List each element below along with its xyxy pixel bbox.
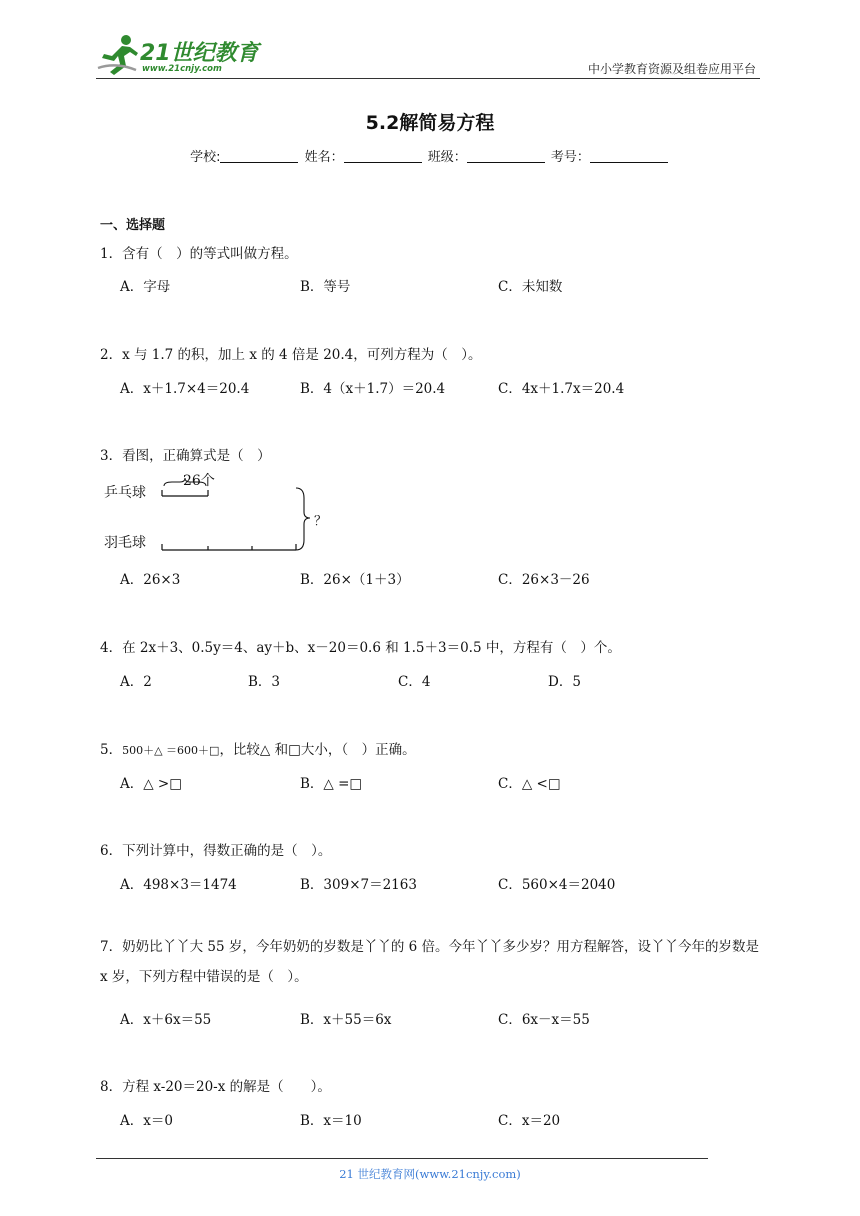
question-3-option-a[interactable]: A．26×3: [120, 572, 181, 588]
question-5-number: 5．: [100, 742, 123, 758]
question-7-stem: 7．奶奶比丫丫大 55 岁，今年奶奶的岁数是丫丫的 6 倍。今年丫丫多少岁？用方程解答，设丫丫今年的岁数是 x 岁，下列方程中错误的是（ ）。: [100, 939, 760, 985]
question-7-option-c[interactable]: C．6x－x＝55: [498, 1012, 590, 1028]
name-label: 姓名：: [304, 150, 344, 165]
question-2-option-a[interactable]: A．x＋1.7×4＝20.4: [120, 381, 250, 397]
figure-count-label: 26个: [183, 473, 215, 489]
question-5-option-c[interactable]: C．△ <□: [498, 776, 561, 792]
question-5-option-a[interactable]: A．△ >□: [120, 776, 182, 792]
question-5-stem-line: [100, 738, 416, 758]
header-divider: [96, 78, 760, 79]
exam-no-blank[interactable]: [590, 150, 668, 163]
question-7-option-a[interactable]: A．x＋6x＝55: [120, 1012, 212, 1028]
logo-url: www.21cnjy.com: [142, 64, 222, 74]
question-6-option-b[interactable]: B．309×7＝2163: [300, 877, 417, 893]
footer-divider: [96, 1158, 708, 1159]
figure-label-badminton: 羽毛球: [104, 535, 146, 551]
student-info-line: [0, 146, 860, 165]
class-label: 班级：: [427, 150, 467, 165]
question-3-stem: 3．看图，正确算式是（ ）: [100, 448, 271, 464]
question-8-option-b[interactable]: B．x＝10: [300, 1113, 362, 1129]
figure-segment-lines: [100, 466, 340, 556]
question-2-stem: 2．x 与 1.7 的积，加上 x 的 4 倍是 20.4，可列方程为（ ）。: [100, 347, 482, 363]
logo-text: 21世纪教育: [140, 41, 259, 66]
figure-label-pingpong: 乒乓球: [104, 485, 146, 501]
question-2-option-b[interactable]: B．4（x＋1.7）＝20.4: [300, 381, 446, 397]
question-1-stem: 1．含有（ ）的等式叫做方程。: [100, 246, 298, 262]
header-platform-text: 中小学教育资源及组卷应用平台: [587, 62, 756, 76]
question-8-stem: 8．方程 x-20＝20-x 的解是（ ）。: [100, 1079, 331, 1095]
class-blank[interactable]: [467, 150, 545, 163]
figure-question-mark: ？: [314, 514, 328, 529]
question-1-option-a[interactable]: A．字母: [120, 279, 171, 295]
question-5-stem: ，比较△ 和□大小，（ ）正确。: [219, 742, 416, 758]
question-6-stem: 6．下列计算中，得数正确的是（ ）。: [100, 843, 332, 859]
question-1-option-c[interactable]: C．未知数: [498, 279, 563, 295]
question-2-option-c[interactable]: C．4x＋1.7x＝20.4: [498, 381, 625, 397]
question-6-option-a[interactable]: A．498×3＝1474: [120, 877, 237, 893]
site-logo: [96, 34, 266, 78]
school-label: 学校:: [190, 150, 221, 165]
question-4-option-b[interactable]: B．3: [248, 674, 281, 690]
exam-no-label: 考号：: [550, 150, 590, 165]
section-title: 一、选择题: [100, 218, 166, 233]
question-4-option-a[interactable]: A．2: [120, 674, 152, 690]
page-title: 5.2解简易方程: [365, 112, 495, 134]
question-4-option-c[interactable]: C．4: [398, 674, 431, 690]
question-4-stem: 4．在 2x＋3、0.5y＝4、ay＋b、x－20＝0.6 和 1.5＋3＝0.5 中，方程有（ ）个。: [100, 640, 621, 656]
question-3-figure: [100, 466, 340, 556]
question-5-option-b[interactable]: B．△ =□: [300, 776, 363, 792]
school-blank[interactable]: [220, 150, 298, 163]
question-6-option-c[interactable]: C．560×4＝2040: [498, 877, 616, 893]
question-8-option-a[interactable]: A．x＝0: [120, 1113, 173, 1129]
question-8-option-c[interactable]: C．x＝20: [498, 1113, 561, 1129]
name-blank[interactable]: [344, 150, 422, 163]
question-4-option-d[interactable]: D．5: [548, 674, 581, 690]
question-7-option-b[interactable]: B．x＋55＝6x: [300, 1012, 392, 1028]
runner-logo-icon: [96, 34, 140, 76]
question-3-option-b[interactable]: B．26×（1＋3）: [300, 572, 410, 588]
question-5-math: 500＋△ ＝600＋□: [122, 744, 220, 757]
footer-link[interactable]: 21 世纪教育网(www.21cnjy.com): [339, 1167, 521, 1181]
question-1-option-b[interactable]: B．等号: [300, 279, 351, 295]
question-3-option-c[interactable]: C．26×3－26: [498, 572, 590, 588]
